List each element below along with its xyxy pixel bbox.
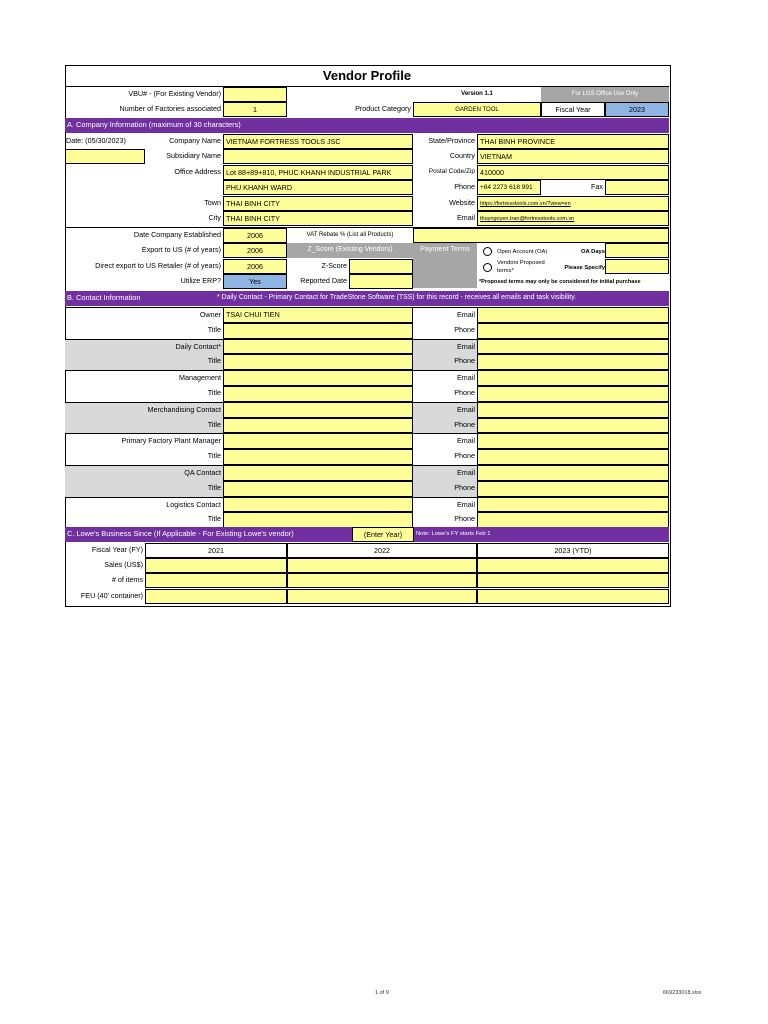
contact-title-label: Title [65,354,223,370]
export-us-label: Export to US (# of years) [141,245,221,254]
company-name-label: Company Name [169,136,221,145]
contact-email-field[interactable] [477,497,669,513]
contact-phone-field[interactable] [477,354,669,370]
contact-title-label: Title [207,514,221,524]
file-name: 669233018.xlsx [663,990,702,996]
contact-phone-field[interactable] [477,512,669,528]
vendor-proposed-label: Vendors Proposed terms* [497,260,545,274]
date-field[interactable] [65,149,145,164]
oa-days-label: OA Days [581,249,605,255]
page-number: 1 of 9 [375,990,389,996]
vat-label: VAT Rebate % (List all Products) [306,232,394,238]
contact-phone-label: Phone [413,354,477,370]
contact-title-field[interactable] [223,354,413,370]
year-2023-ytd: 2023 (YTD) [477,543,669,558]
city-label: City [208,213,221,222]
state-label: State/Province [428,136,475,145]
erp-field[interactable]: Yes [223,274,287,289]
office-address-label: Office Address [174,167,221,176]
established-field[interactable]: 2006 [223,228,287,243]
fy-note: Note: Lowe's FY starts Feb 1 [414,527,669,542]
business-row-label: FEU (40' container) [80,590,143,600]
zscore-field[interactable] [349,259,413,274]
contact-email-field[interactable] [477,370,669,386]
product-category-label: Product Category [355,104,411,113]
office-address-line2[interactable]: PHU KHANH WARD [223,180,413,195]
contact-phone-field[interactable] [477,323,669,339]
contact-phone-label: Phone [454,324,475,334]
office-address-line1[interactable]: Lot 88+89+810, PHUC KHANH INDUSTRIAL PARK [223,165,413,180]
contact-phone-label: Phone [413,418,477,434]
daily-contact-note: * Daily Contact - Primary Contact for TradeStone Software (TSS) for this record - receives all emails and task visibility. [215,291,669,306]
year-2022: 2022 [287,543,477,558]
established-label: Date Company Established [133,230,221,239]
contact-phone-field[interactable] [477,481,669,497]
contact-phone-field[interactable] [477,449,669,465]
business-2023-field[interactable] [477,558,669,573]
contact-title-label: Title [207,451,221,461]
contact-name-field[interactable] [223,497,413,513]
contact-name-field[interactable] [223,465,413,481]
subsidiary-label: Subsidiary Name [166,151,221,160]
website-label: Website [449,198,475,207]
vendor-proposed-radio[interactable] [483,263,492,272]
subsidiary-field[interactable] [223,149,413,164]
please-specify-field[interactable] [605,259,669,274]
reported-date-field[interactable] [349,274,413,289]
contact-title-field[interactable] [223,449,413,465]
payment-terms-label: Payment Terms [413,243,477,288]
contact-email-field[interactable] [477,433,669,449]
town-label: Town [204,198,221,207]
business-2023-field[interactable] [477,589,669,604]
section-c-heading: C. Lowe's Business Since (If Applicable - For Existing Lowe's vendor) [65,527,352,542]
office-only-label: For LGS Office Use Only [541,87,669,102]
factories-field[interactable]: 1 [223,102,287,117]
contact-label: Management [65,370,223,386]
contact-name-field[interactable] [223,339,413,355]
open-account-label: Open Account (OA) [497,249,548,255]
reported-date-label: Reported Date [300,276,347,285]
country-label: Country [449,151,475,160]
contact-title-field[interactable] [223,386,413,402]
contact-phone-field[interactable] [477,386,669,402]
fax-field[interactable] [605,180,669,195]
contact-email-label: Email [413,465,477,481]
contact-label: Primary Factory Plant Manager [65,433,223,449]
contact-name-field[interactable] [223,370,413,386]
contact-label: Daily Contact* [65,339,223,355]
export-us-field[interactable]: 2006 [223,243,287,258]
contact-title-field[interactable] [223,512,413,528]
section-b-heading: B. Contact Information [65,291,215,306]
contact-label: Owner [65,307,223,323]
fax-label: Fax [591,182,603,191]
fiscal-year-field[interactable]: 2023 [605,102,669,117]
section-a-heading: A. Company Information (maximum of 30 characters) [65,118,669,133]
city-field[interactable]: THAI BINH CITY [223,211,413,226]
enter-year-field[interactable]: (Enter Year) [352,527,414,542]
phone-field[interactable]: +84 2273 618 991 [477,180,541,195]
country-field[interactable]: VIETNAM [477,149,669,164]
business-row-label: Sales (US$) [104,560,143,569]
contact-email-label: Email [413,339,477,355]
date-label: Date: (05/30/2023) [66,136,126,145]
state-field[interactable]: THAI BINH PROVINCE [477,134,669,149]
contact-email-label: Email [413,433,477,449]
email-field[interactable]: thuyngoyen.tran@fortresstools.com.vn [477,211,669,226]
contact-title-label: Title [207,388,221,397]
contact-label: Merchandising Contact [65,402,223,418]
contact-title-field[interactable] [223,481,413,497]
email-label: Email [457,213,475,222]
contact-phone-label: Phone [413,481,477,497]
page-title: Vendor Profile [322,68,412,83]
contact-phone-field[interactable] [477,418,669,434]
contact-email-field[interactable] [477,307,669,323]
phone-label: Phone [454,182,475,191]
contact-email-label: Email [413,307,477,323]
company-name-field[interactable]: VIETNAM FORTRESS TOOLS JSC [223,134,413,149]
vbu-field[interactable] [223,87,287,102]
contact-email-field[interactable] [477,402,669,418]
contact-phone-label: Phone [454,514,475,524]
contact-email-field[interactable] [477,339,669,355]
direct-export-field[interactable]: 2006 [223,259,287,274]
contact-phone-label: Phone [454,388,475,397]
proposed-terms-note: *Proposed terms may only be considered for initial purchase [479,279,641,285]
product-category-field[interactable]: GARDEN TOOL [413,102,541,117]
year-2021: 2021 [145,543,287,558]
town-field[interactable]: THAI BINH CITY [223,196,413,211]
contact-label: QA Contact [65,465,223,481]
business-row-label: # of items [111,575,143,585]
website-field[interactable]: https://fortresstools.com.vn/?view=en [477,196,669,211]
contact-email-label: Email [413,370,477,386]
direct-export-label: Direct export to US Retailer (# of years) [95,261,221,270]
contact-title-label: Title [65,418,223,434]
contact-email-field[interactable] [477,465,669,481]
business-2021-field[interactable] [145,589,287,604]
business-2022-field[interactable] [287,573,477,588]
factories-label: Number of Factories associated [119,104,221,113]
zscore-existing-label: Z_Score (Existing Vendors) [287,243,413,258]
postal-field[interactable]: 410000 [477,165,669,180]
contact-label: Logistics Contact [65,497,223,513]
business-2021-field[interactable] [145,573,287,588]
oa-days-field[interactable] [605,243,669,258]
vat-field[interactable] [413,228,669,243]
business-2022-field[interactable] [287,558,477,573]
contact-email-label: Email [413,497,477,513]
business-2022-field[interactable] [287,589,477,604]
open-account-radio[interactable] [483,247,492,256]
version-label: Version 1.1 [461,91,493,97]
contact-title-label: Title [65,481,223,497]
erp-label: Utilize ERP? [180,276,221,285]
please-specify-label: Please Specify [564,265,605,271]
contact-phone-label: Phone [454,451,475,461]
contact-title-label: Title [207,324,221,334]
zscore-label: Z-Score [321,261,347,270]
contact-title-field[interactable] [223,323,413,339]
contact-name-field[interactable]: TSAI CHUI TIEN [223,307,413,323]
contact-email-label: Email [413,402,477,418]
contact-name-field[interactable] [223,402,413,418]
postal-label: Postal Code/Zip [428,168,475,175]
fiscal-year-label: Fiscal Year [541,102,605,117]
contact-name-field[interactable] [223,433,413,449]
vbu-label: VBU# - (For Existing Vendor) [128,89,221,98]
business-2021-field[interactable] [145,558,287,573]
business-2023-field[interactable] [477,573,669,588]
fiscal-year-fy-label: Fiscal Year (FY) [91,545,143,554]
contact-title-field[interactable] [223,418,413,434]
